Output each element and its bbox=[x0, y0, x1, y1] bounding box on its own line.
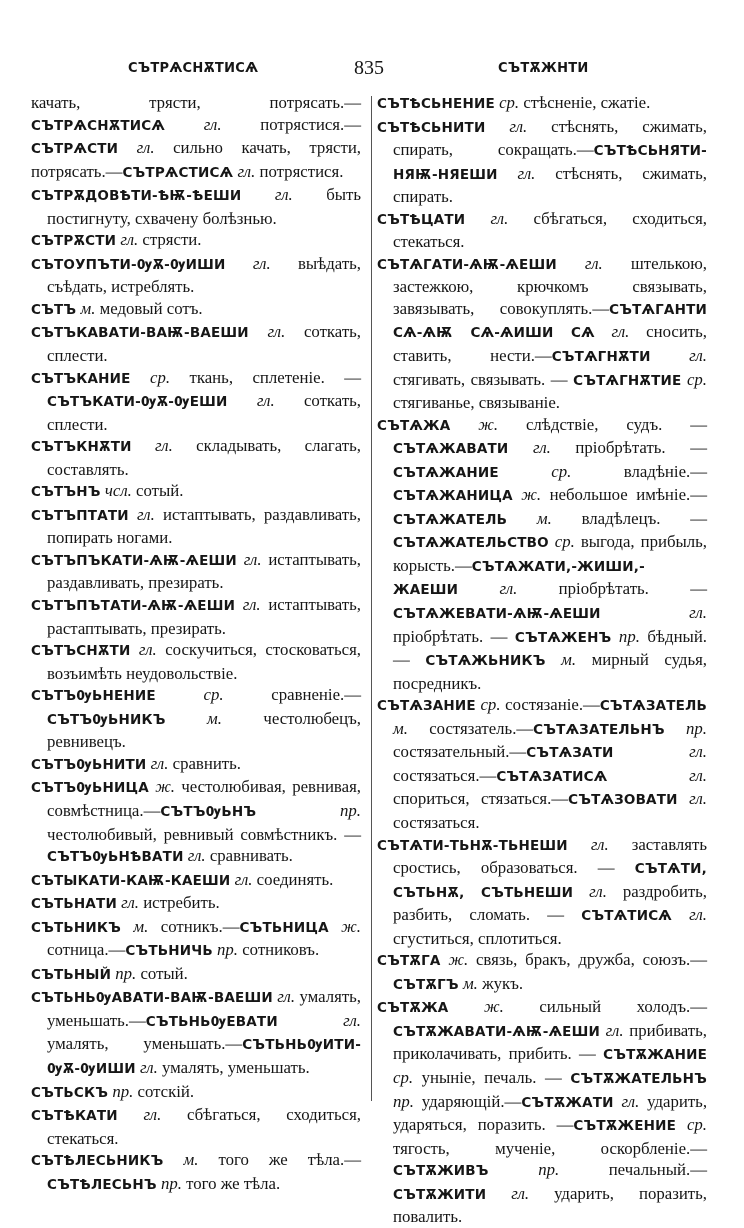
dictionary-entry bbox=[377, 92, 707, 116]
grammar-label: м. bbox=[507, 508, 582, 528]
definition-text: истаптывать, раздавливать, попирать ногами. bbox=[47, 504, 361, 548]
page-header bbox=[0, 57, 744, 83]
headword: СЪТѪГЪ bbox=[393, 976, 459, 993]
dictionary-entry bbox=[31, 753, 361, 777]
definition-text: сотый. bbox=[140, 963, 188, 983]
definition-text: истаптывать, раздавливать, презирать. bbox=[47, 549, 361, 593]
definition-text: ударяющій.— bbox=[421, 1091, 522, 1111]
grammar-label: чсл. bbox=[100, 481, 137, 501]
headword: СЪТѦГНѪТИ bbox=[551, 349, 651, 366]
grammar-label: гл. bbox=[594, 322, 647, 342]
headword: СЪТѦЗАТИ bbox=[526, 745, 614, 762]
definition-text: слѣдствіе, судъ. — bbox=[525, 414, 707, 434]
dictionary-entry bbox=[31, 435, 361, 480]
definition-text: стягиванье, связываніе. bbox=[393, 393, 560, 413]
definition-text: стрясти. bbox=[142, 230, 202, 250]
headword: СЪТѦТИСѦ bbox=[581, 908, 672, 925]
headword: СЪТЪѸЬНЕНИЕ bbox=[31, 688, 156, 705]
headword: СЪТЪКАВАТИ-ВАѬ-ВАЕШИ bbox=[31, 325, 249, 342]
grammar-label: гл. bbox=[272, 987, 300, 1007]
dictionary-entry bbox=[31, 1104, 361, 1149]
dictionary-entry bbox=[31, 986, 361, 1080]
headword: СЪТЪПТАТИ bbox=[31, 507, 129, 524]
grammar-label: ж. bbox=[148, 777, 182, 797]
definition-text: сбѣгаться, сходиться, стекаться. bbox=[47, 1105, 361, 1148]
grammar-label: пр. bbox=[611, 626, 648, 646]
grammar-label: гл. bbox=[600, 603, 707, 623]
column-divider bbox=[371, 96, 372, 1101]
headword: СЪТѢЦАТИ bbox=[377, 211, 466, 228]
headword: СЪТѪЖЕНИЕ bbox=[573, 1118, 677, 1135]
grammar-label: м. bbox=[121, 916, 161, 936]
dictionary-entry bbox=[31, 1149, 361, 1196]
grammar-label: гл. bbox=[248, 322, 304, 342]
dictionary-entry bbox=[31, 184, 361, 229]
definition-text: честолюбивая, ревнивая, совмѣстница.— bbox=[47, 777, 361, 820]
headword: СЪТѢЛЕСЬНИКЪ bbox=[31, 1153, 164, 1170]
headword: СЪТЪѸЬНИТИ bbox=[31, 756, 147, 773]
headword: СЪТѦЖАТЕЛЬСТВО bbox=[393, 535, 549, 552]
definition-text: тягость, мученіе, оскорбленіе.— bbox=[393, 1138, 707, 1158]
headword: СЪТЬНИКЪ bbox=[31, 919, 122, 936]
definition-text: соскучиться, стосковаться, возъимѣть неудовольствіе. bbox=[47, 640, 361, 683]
grammar-label: гл. bbox=[486, 1183, 555, 1203]
grammar-label: ср. bbox=[494, 93, 524, 112]
definition-text: сильно качать, трясти, потрясать.— bbox=[31, 138, 362, 181]
definition-text: состязаніе.— bbox=[505, 695, 600, 715]
definition-text: выгода, прибыль, корысть.— bbox=[393, 532, 707, 575]
grammar-label: пр. bbox=[212, 940, 243, 960]
dictionary-entry bbox=[31, 963, 361, 987]
grammar-label: гл. bbox=[508, 438, 576, 458]
definition-text: умалять, уменьшать.— bbox=[47, 1034, 243, 1054]
headword: СЪТѦЖЕНЪ bbox=[514, 629, 612, 646]
headword: СЪТѪГА bbox=[377, 953, 441, 970]
definition-text: соткать, сплести. bbox=[47, 322, 361, 366]
dictionary-entry bbox=[31, 594, 361, 639]
definition-text: пріобрѣтать. — bbox=[393, 626, 515, 646]
definition-text: пріобрѣтать. — bbox=[558, 579, 707, 599]
headword: СЪТРѦСТИ bbox=[31, 141, 119, 158]
definition-text: мирный судья, посредникъ. bbox=[393, 650, 708, 693]
grammar-label: ср. bbox=[681, 369, 707, 389]
headword: СЪТѢСЬНЕНИЕ bbox=[377, 96, 495, 112]
dictionary-entry bbox=[377, 414, 707, 695]
definition-text: бѣдный. — bbox=[393, 626, 707, 670]
grammar-label: гл. bbox=[277, 1010, 361, 1030]
grammar-label: гл. bbox=[671, 905, 707, 925]
definition-text: истаптывать, растаптывать, презирать. bbox=[47, 595, 361, 638]
headword: СЪТЬНЬѸЕВАТИ bbox=[145, 1013, 278, 1030]
headword: СЪТРѪДОВѢТИ-ѢѬ-ѢЕШИ bbox=[31, 188, 242, 205]
dictionary-entry bbox=[377, 208, 707, 253]
headword: СЪТѦЖА bbox=[377, 417, 451, 434]
definition-text: ударить, поразить, повалить. bbox=[393, 1183, 707, 1227]
grammar-label: гл. bbox=[677, 789, 707, 809]
headword: СЪТѪЖАВАТИ-ѦѬ-ѦЕШИ bbox=[393, 1023, 600, 1040]
headword: СЪТѦЖАВАТИ bbox=[393, 441, 509, 458]
definition-text: владѣлецъ. — bbox=[581, 508, 708, 528]
definition-text: владѣніе.— bbox=[623, 461, 707, 481]
grammar-label: гл. bbox=[128, 504, 163, 524]
headword: СЪТѢСЬНИТИ bbox=[377, 119, 486, 136]
headword: СЪТЪНЪ bbox=[31, 484, 101, 501]
headword: СЪТѦЖЕВАТИ-ѦѬ-ѦЕШИ bbox=[393, 606, 601, 623]
dictionary-entry bbox=[31, 639, 361, 684]
headword: СЪТЬНИЦА bbox=[239, 919, 329, 936]
headword: СЪТЪКАНИЕ bbox=[31, 370, 131, 387]
definition-text: того же тѣла.— bbox=[218, 1150, 361, 1170]
grammar-label: м. bbox=[163, 1150, 219, 1170]
grammar-label: пр. bbox=[664, 718, 707, 738]
headword: СЪТРѪСТИ bbox=[31, 233, 117, 250]
dictionary-entry bbox=[377, 949, 707, 996]
grammar-label: гл. bbox=[465, 208, 534, 228]
grammar-label: ж. bbox=[440, 950, 476, 970]
definition-text: состязаться.— bbox=[393, 765, 497, 785]
definition-text: сотникъ.— bbox=[160, 916, 240, 936]
definition-text: стѣсненіе, сжатіе. bbox=[523, 93, 651, 112]
headword: СЪТѦЗАТЕЛЬНЪ bbox=[533, 721, 665, 738]
grammar-label: гл. bbox=[227, 391, 304, 411]
headword: СЪТѦТИ-ТЬНѪ-ТЬНЕШИ bbox=[377, 837, 568, 854]
definition-text: честолюбивый, ревнивый совмѣстникъ. — bbox=[47, 824, 361, 844]
grammar-label: гл. bbox=[117, 1105, 187, 1125]
grammar-label: ср. bbox=[548, 532, 581, 552]
headword: СЪТѢСЬНЯТИ-НЯѬ-НЯЕШИ bbox=[393, 143, 707, 183]
definition-text: сгуститься, сплотиться. bbox=[393, 928, 562, 948]
grammar-label: ср. bbox=[498, 461, 624, 481]
definition-text: сотый. bbox=[136, 481, 184, 501]
grammar-label: м. bbox=[165, 708, 264, 728]
definition-text: умалять, уменьшать.— bbox=[47, 987, 361, 1030]
grammar-label: гл. bbox=[607, 765, 707, 785]
grammar-label: гл. bbox=[458, 579, 559, 599]
definition-text: качать, трясти, потрясать.— bbox=[31, 93, 361, 112]
headword: СЪТѪЖАТЕЛЬНЪ bbox=[570, 1070, 707, 1087]
headword: СЪТЪКНѪТИ bbox=[31, 439, 132, 456]
dictionary-entry bbox=[31, 321, 361, 366]
definition-text: состязательный.— bbox=[393, 742, 527, 762]
headword: СЪТѦТИ, СЪТЬНѪ, СЪТЬНЕШИ bbox=[393, 861, 707, 901]
grammar-label: м. bbox=[545, 650, 592, 670]
headword: СЪТѦЖАТЕЛЬ bbox=[393, 511, 508, 528]
grammar-label: гл. bbox=[164, 114, 261, 134]
definition-text: сотниковъ. bbox=[242, 940, 320, 960]
definition-text: соединять. bbox=[256, 869, 334, 889]
headword: СЪТѪЖАТИ bbox=[521, 1094, 614, 1111]
definition-text: штелькою, застежкою, крючкомъ связывать, завязывать, совокуплять.— bbox=[393, 253, 707, 318]
grammar-label: гл. bbox=[230, 869, 257, 889]
definition-text: прибивать, приколачивать, прибить. — bbox=[393, 1020, 707, 1064]
grammar-label: ж. bbox=[512, 485, 550, 505]
grammar-label: гл. bbox=[183, 846, 210, 866]
grammar-label: ср. bbox=[130, 367, 190, 387]
headword: СЪТЬНЬѸИТИ-ѸѪ-ѸИШИ bbox=[47, 1037, 361, 1077]
dictionary-entry bbox=[31, 253, 361, 298]
headword: СЪТЪКАТИ-ѸѪ-ѸЕШИ bbox=[47, 394, 228, 411]
headword: СЪТЪ bbox=[31, 301, 77, 318]
running-head-left: СЪТРѦСНѪТИСѦ bbox=[128, 61, 259, 76]
dictionary-entry bbox=[377, 253, 707, 414]
definition-text: сбѣгаться, сходиться, стекаться. bbox=[393, 208, 707, 252]
grammar-label: гл. bbox=[116, 230, 143, 250]
headword: СЪТѪЖИВЪ bbox=[393, 1163, 489, 1180]
definition-text: ткань, сплетеніе. — bbox=[189, 367, 361, 387]
headword: СЪТѦЖАНИЕ bbox=[393, 464, 499, 481]
definition-text: ударить, ударяться, поразить. — bbox=[393, 1091, 708, 1135]
definition-text: стѣснять, сжимать, спирать, сокращать.— bbox=[393, 116, 707, 160]
definition-text: небольшое имѣніе.— bbox=[549, 485, 707, 505]
headword: СЪТЬНИЧЬ bbox=[125, 943, 213, 960]
definition-text: соткать, сплести. bbox=[47, 391, 361, 434]
grammar-label: гл. bbox=[567, 834, 632, 854]
grammar-label: гл. bbox=[146, 753, 173, 773]
grammar-label: гл. bbox=[130, 640, 166, 660]
grammar-label: гл. bbox=[556, 253, 631, 273]
grammar-label: м. bbox=[393, 718, 430, 738]
headword: СЪТЪСНѪТИ bbox=[31, 643, 131, 660]
grammar-label: гл. bbox=[235, 595, 269, 615]
headword: СЪТѦЖЬНИКЪ bbox=[425, 653, 546, 670]
page-number: 835 bbox=[354, 57, 384, 79]
headword: СЪТѪЖАНИЕ bbox=[603, 1047, 707, 1064]
grammar-label: гл. bbox=[485, 116, 552, 136]
definition-text: складывать, слагать, составлять. bbox=[47, 436, 361, 479]
definition-text: спориться, стязаться.— bbox=[393, 789, 569, 809]
headword: СЪТѦЖАТИ,-ЖИШИ,-ЖАЕШИ bbox=[393, 558, 645, 599]
dictionary-entry bbox=[31, 298, 361, 322]
headword: СЪТѢКАТИ bbox=[31, 1108, 118, 1125]
headword: СЪТЪПЪТАТИ-ѦѬ-ѦЕШИ bbox=[31, 598, 236, 615]
grammar-label: гл. bbox=[118, 138, 174, 158]
definition-text: пріобрѣтать. — bbox=[575, 438, 707, 458]
headword: СЪТЫКАТИ-КАѬ-КАЕШИ bbox=[31, 872, 231, 889]
definition-text: состязатель.— bbox=[429, 718, 534, 738]
grammar-label: пр. bbox=[108, 1081, 138, 1101]
dictionary-entry bbox=[377, 694, 707, 833]
definition-text: быть постигнуту, схвачену болѣзнью. bbox=[47, 185, 361, 228]
headword: СЪТЪѸЬНИЦА bbox=[31, 780, 149, 797]
definition-text: стѣснять, сжимать, спирать. bbox=[393, 163, 707, 207]
definition-text: сильный холодъ.— bbox=[539, 997, 707, 1017]
dictionary-entry bbox=[377, 996, 707, 1227]
definition-text: выѣдать, съѣдать, истреблять. bbox=[47, 253, 361, 297]
grammar-label: ср. bbox=[393, 1067, 422, 1087]
definition-text: жукъ. bbox=[482, 973, 524, 993]
headword: СЪТѦЖАНИЦА bbox=[393, 488, 513, 505]
headword: СЪТѦЗАНИЕ bbox=[377, 698, 476, 715]
dictionary-entry bbox=[377, 116, 707, 208]
dictionary-entry bbox=[31, 869, 361, 893]
definition-text: заставлять сростись, образоваться. — bbox=[393, 834, 707, 878]
grammar-label: гл. bbox=[599, 1020, 630, 1040]
definition-text: связь, бракъ, дружба, союзъ.— bbox=[475, 950, 707, 970]
grammar-label: м. bbox=[458, 973, 483, 993]
dictionary-entry bbox=[31, 684, 361, 753]
grammar-label: ср. bbox=[676, 1115, 707, 1135]
dictionary-entry bbox=[31, 776, 361, 868]
grammar-label: гл. bbox=[233, 161, 260, 181]
headword: СЪТѢЛЕСЬНЪ bbox=[47, 1176, 157, 1193]
grammar-label: пр. bbox=[156, 1173, 187, 1193]
dictionary-entry bbox=[31, 367, 361, 436]
definition-text: раздробить, разбить, сломать. — bbox=[393, 881, 707, 925]
dictionary-entry bbox=[31, 92, 361, 184]
definition-text: уныніе, печаль. — bbox=[421, 1067, 571, 1087]
definition-text: честолюбецъ, ревнивецъ. bbox=[47, 708, 361, 752]
grammar-label: пр. bbox=[111, 963, 141, 983]
definition-text: сравнивать. bbox=[209, 846, 293, 866]
definition-text: того же тѣла. bbox=[186, 1173, 281, 1193]
headword: СЪТѦГНѪТИЕ bbox=[573, 372, 682, 389]
headword: СЪТЬСКЪ bbox=[31, 1084, 109, 1101]
grammar-label: ср. bbox=[155, 685, 272, 705]
headword: СЪТЬНАТИ bbox=[31, 896, 117, 913]
definition-text: сравненіе.— bbox=[271, 685, 361, 705]
definition-text: потрястися. bbox=[259, 161, 344, 181]
headword: СЪТѦГАНТИ СѦ-ѦѬ СѦ-ѦИШИ СѦ bbox=[393, 301, 707, 342]
grammar-label: гл. bbox=[613, 1091, 648, 1111]
dictionary-entry bbox=[31, 892, 361, 916]
dictionary-entry bbox=[31, 480, 361, 504]
definition-text: состязаться. bbox=[393, 812, 480, 832]
dictionary-entry bbox=[31, 549, 361, 594]
grammar-label: гл. bbox=[135, 1057, 162, 1077]
grammar-label: гл. bbox=[131, 436, 197, 456]
definition-text: истребить. bbox=[143, 893, 220, 913]
headword: СЪТѦЗОВАТИ bbox=[568, 792, 678, 809]
running-head-right: СЪТѪЖНТИ bbox=[498, 61, 589, 76]
grammar-label: ср. bbox=[475, 695, 506, 715]
definition-text: сносить, ставить, нести.— bbox=[393, 322, 707, 366]
grammar-label: пр. bbox=[488, 1160, 609, 1180]
definition-text: медовый сотъ. bbox=[99, 298, 203, 318]
grammar-label: гл. bbox=[613, 742, 707, 762]
headword: СЪТЪПЪКАТИ-ѦѬ-ѦЕШИ bbox=[31, 552, 237, 569]
headword: СЪТРѦСНѪТИСѦ bbox=[31, 117, 165, 134]
headword: СЪТѦГАТИ-ѦѬ-ѦЕШИ bbox=[377, 256, 557, 273]
grammar-label: гл. bbox=[236, 549, 269, 569]
dictionary-entry bbox=[31, 916, 361, 963]
headword: СЪТЪѸЬНѢВАТИ bbox=[47, 849, 184, 866]
definition-text: сравнить. bbox=[172, 753, 241, 773]
definition-text: потрястися.— bbox=[260, 114, 361, 134]
headword: СЪТЬНЬѸАВАТИ-ВАѬ-ВАЕШИ bbox=[31, 990, 273, 1007]
grammar-label: гл. bbox=[650, 346, 707, 366]
grammar-label: пр. bbox=[393, 1091, 422, 1111]
grammar-label: пр. bbox=[256, 800, 361, 820]
grammar-label: гл. bbox=[497, 163, 556, 183]
headword: СЪТЬНЫЙ bbox=[31, 966, 112, 983]
headword: СЪТѦЗАТИСѦ bbox=[496, 768, 608, 785]
grammar-label: гл. bbox=[241, 185, 327, 205]
grammar-label: ж. bbox=[328, 916, 361, 936]
dictionary-entry bbox=[31, 229, 361, 253]
headword: СЪТѪЖИТИ bbox=[393, 1186, 487, 1203]
headword: СЪТРѦСТИСѦ bbox=[122, 164, 234, 181]
dictionary-entry bbox=[31, 504, 361, 549]
grammar-label: гл. bbox=[573, 881, 623, 901]
headword: СЪТОУПЪТИ-ѸѪ-ѸИШИ bbox=[31, 256, 226, 273]
definition-text: печальный.— bbox=[608, 1160, 707, 1180]
grammar-label: ж. bbox=[448, 997, 540, 1017]
definition-text: сотница.— bbox=[47, 940, 126, 960]
definition-text: стягивать, связывать. — bbox=[393, 369, 574, 389]
definition-text: сотскій. bbox=[137, 1081, 195, 1101]
headword: СЪТЪѸЬНЪ bbox=[160, 803, 257, 820]
grammar-label: м. bbox=[76, 298, 100, 318]
headword: СЪТЪѸЬНИКЪ bbox=[47, 711, 166, 728]
dictionary-entry bbox=[31, 1081, 361, 1105]
headword: СЪТѪЖА bbox=[377, 1000, 449, 1017]
grammar-label: ж. bbox=[450, 414, 526, 434]
definition-text: умалять, уменьшать. bbox=[162, 1057, 310, 1077]
dictionary-entry bbox=[377, 834, 707, 950]
headword: СЪТѦЗАТЕЛЬ bbox=[599, 698, 707, 715]
grammar-label: гл. bbox=[116, 893, 144, 913]
grammar-label: гл. bbox=[225, 253, 298, 273]
left-column bbox=[31, 92, 361, 1196]
right-column bbox=[377, 92, 707, 1228]
